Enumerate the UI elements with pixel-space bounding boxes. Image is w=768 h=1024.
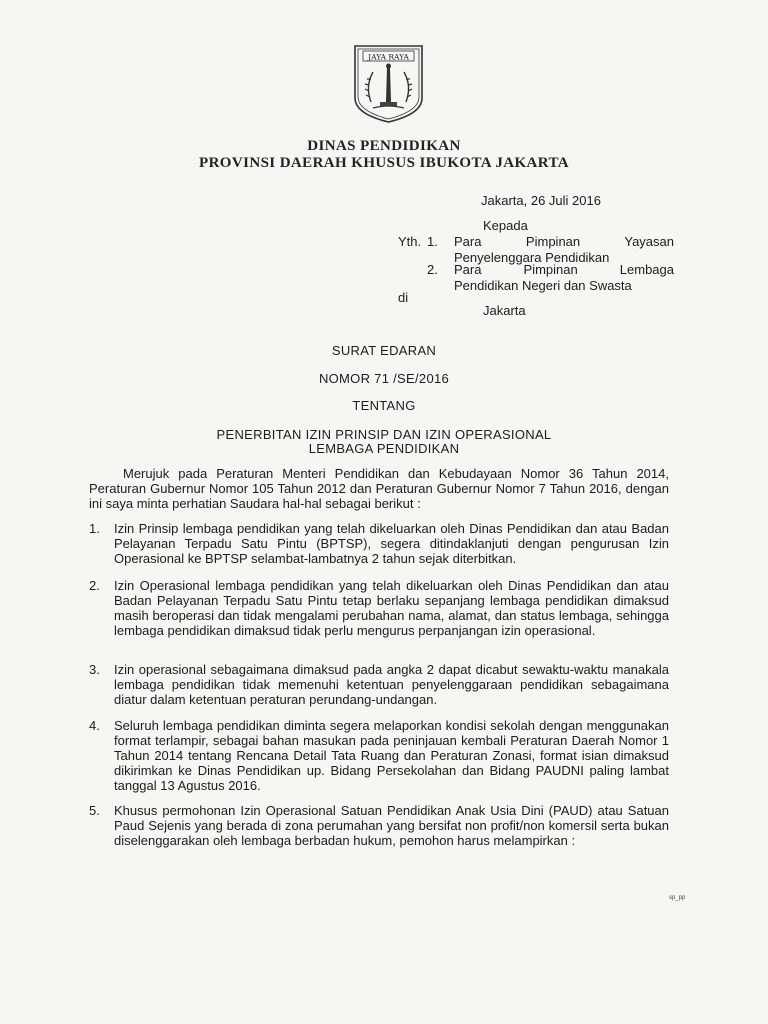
recipient-number: 1. xyxy=(427,234,438,249)
yth-label: Yth. xyxy=(398,234,422,249)
list-item-text: Izin Prinsip lembaga pendidikan yang telah dikeluarkan oleh Dinas Pendidikan dan atau Badan Pelayanan Terpadu Satu Pintu (BPTSP), segera ditindaklanjuti dengan pengurusan Izin Operasional ke BPTSP selambat-lambatnya 2 tahun sejak diterbitkan. xyxy=(114,521,669,566)
intro-paragraph: Merujuk pada Peraturan Menteri Pendidikan dan Kebudayaan Nomor 36 Tahun 2014, Peraturan Gubernur Nomor 105 Tahun 2012 dan Peraturan Gubernur Nomor 7 Tahun 2016, dengan ini saya minta perhatian Saudara hal-hal sebagai berikut : xyxy=(89,466,669,511)
subject-line: LEMBAGA PENDIDIKAN xyxy=(308,441,460,456)
recipient-line: Penyelenggara Pendidikan xyxy=(454,250,610,265)
destination-city: Jakarta xyxy=(483,303,526,318)
list-item-number: 2. xyxy=(89,578,100,593)
kepada-label: Kepada xyxy=(483,218,528,233)
list-item-number: 1. xyxy=(89,521,100,536)
jakarta-coat-of-arms-icon xyxy=(351,42,426,124)
recipient-line: Pendidikan Negeri dan Swasta xyxy=(454,278,632,293)
di-label: di xyxy=(398,290,409,305)
list-item-number: 4. xyxy=(89,718,100,733)
list-item-number: 3. xyxy=(89,662,100,677)
letter-number: NOMOR 71 /SE/2016 xyxy=(318,371,450,386)
letter-type-title: SURAT EDARAN xyxy=(331,343,437,358)
subject-line: PENERBITAN IZIN PRINSIP DAN IZIN OPERASIONAL xyxy=(216,427,552,442)
agency-name: DINAS PENDIDIKAN xyxy=(307,138,461,154)
list-item-text: Seluruh lembaga pendidikan diminta segera melaporkan kondisi sekolah dengan menggunakan format terlampir, sebagai bahan masukan pada peninjauan kembali Peraturan Daerah Nomor 1 Tahun 2014 tentang Rencana Detail Tata Ruang dan Peraturan Zonasi, format isian dimaksud dikirimkan ke Dinas Pendidikan up. Bidang Persekolahan dan Bidang PAUDNI paling lambat tanggal 13 Agustus 2016. xyxy=(114,718,669,793)
list-item-text: Khusus permohonan Izin Operasional Satuan Pendidikan Anak Usia Dini (PAUD) atau Satuan Paud Sejenis yang berada di zona perumahan yang bersifat non profit/non komersil serta bukan diselenggarakan oleh lembaga berbadan hukum, pemohon harus melampirkan : xyxy=(114,803,669,848)
list-item-text: Izin operasional sebagaimana dimaksud pada angka 2 dapat dicabut sewaktu-waktu manakala lembaga pendidikan tidak memenuhi ketentuan penyelenggaraan pendidikan sebagaimana diatur dalam ketentuan peraturan perundang-undangan. xyxy=(114,662,669,707)
agency-province: PROVINSI DAERAH KHUSUS IBUKOTA JAKARTA xyxy=(199,155,569,171)
place-date: Jakarta, 26 Juli 2016 xyxy=(481,193,601,208)
recipient-number: 2. xyxy=(427,262,438,277)
recipient-line: Para Pimpinan Yayasan xyxy=(454,234,674,249)
list-item-text: Izin Operasional lembaga pendidikan yang telah dikeluarkan oleh Dinas Pendidikan dan atau Badan Pelayanan Terpadu Satu Pintu tetap berlaku sepanjang lembaga pendidikan dimaksud masih beroperasi dan tidak mengalami perubahan nama, alamat, dan status lembaga, sehingga lembaga pendidikan dimaksud tidak perlu mengurus perpanjangan izin operasional. xyxy=(114,578,669,638)
recipient-line: Para Pimpinan Lembaga xyxy=(454,262,674,277)
svg-text:JAYA RAYA: JAYA RAYA xyxy=(368,52,409,62)
tentang-label: TENTANG xyxy=(352,398,416,413)
list-item-number: 5. xyxy=(89,803,100,818)
page-footer-mark: sp_pp xyxy=(669,895,686,901)
